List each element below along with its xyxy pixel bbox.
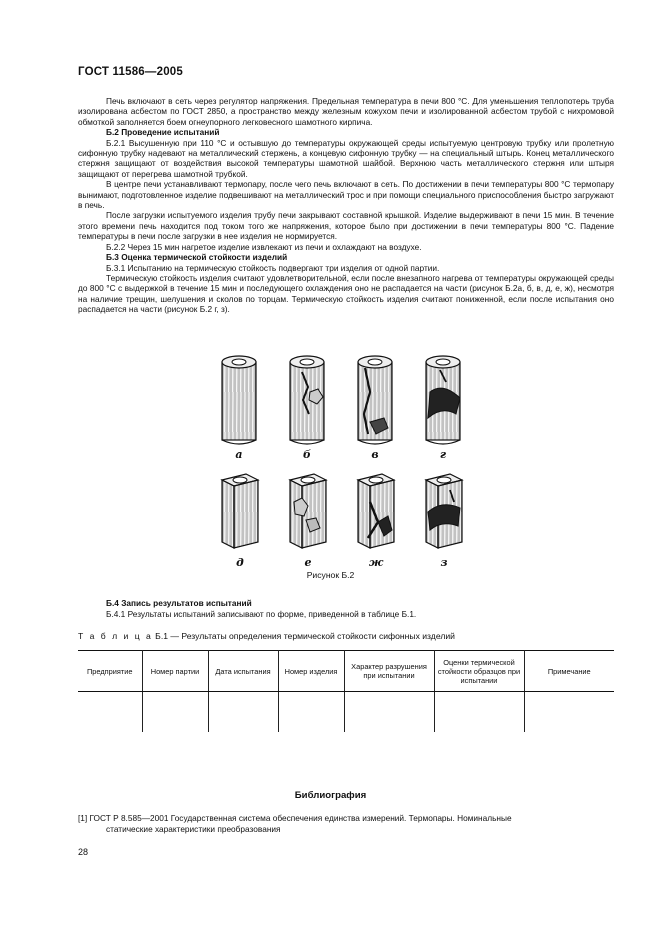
figure-caption: Рисунок Б.2	[306, 570, 355, 580]
specimen-a-round-intact	[222, 356, 256, 444]
col-header-thermal-rating: Оценки термической стойкости образцов при испытании	[434, 651, 524, 692]
table-cell	[344, 692, 434, 733]
section-b4	[78, 598, 614, 619]
specimen-zh-square-cracked	[358, 474, 394, 548]
col-header-batch-number: Номер партии	[142, 651, 208, 692]
bibliography-title: Библиография	[294, 790, 367, 801]
col-header-failure-type: Характер разрушения при испытании	[344, 651, 434, 692]
figure-label-z: з	[440, 556, 448, 569]
page-number: 28	[78, 847, 89, 857]
figure-b2	[210, 352, 480, 574]
col-header-item-number: Номер изделия	[278, 651, 344, 692]
table-cell	[208, 692, 278, 733]
table-header-row	[78, 651, 614, 692]
heading-b2: Б.2 Проведение испытаний	[106, 127, 220, 138]
table-cell	[278, 692, 344, 733]
col-header-notes: Примечание	[524, 651, 614, 692]
figure-label-g: г	[439, 448, 447, 461]
table-row	[78, 692, 614, 733]
col-header-test-date: Дата испытания	[208, 651, 278, 692]
specimen-z-square-broken	[426, 474, 462, 548]
paragraph-b3-1: Б.3.1 Испытанию на термическую стойкость подвергают три изделия от одной партии.	[106, 262, 440, 273]
table-cell	[434, 692, 524, 733]
heading-b3: Б.3 Оценка термической стойкости изделий	[106, 252, 288, 263]
heading-b4: Б.4 Запись результатов испытаний	[106, 598, 252, 608]
bibliography-item-line2: статические характеристики преобразования	[106, 823, 281, 834]
figure-label-v: в	[371, 448, 379, 461]
paragraph-b2-1-thermocouple: В центре печи устанавливают термопару, после чего печь включают в сеть. По достижении в печи температуры 800 °С термопару вынимают, подготовленное изделие подвешивают на металлический трос и при помощи специального приспособления быстро загружают в печь.	[78, 179, 614, 211]
col-header-enterprise: Предприятие	[78, 651, 142, 692]
specimen-b-round-cracked	[290, 356, 324, 444]
figure-label-b: б	[303, 448, 311, 461]
document-header: ГОСТ 11586—2005	[78, 66, 183, 78]
specimen-v-round-cracked	[358, 356, 392, 444]
table-caption	[78, 631, 455, 641]
figure-b2-drawing	[210, 352, 480, 574]
table-cell	[524, 692, 614, 733]
table-cell	[78, 692, 142, 733]
paragraph-b2-1: Б.2.1 Высушенную при 110 °С и остывшую до температуры окружающей среды испытуемую центровую трубку или пролетную сифонную трубку надевают на металлический стержень, а концевую сифонную трубку — на специальный штырь. Конец металлического стержня защищают от воздействия высокой температуры шамотной шайбой. Верхнюю часть металлического стержня или штыря защищают от перегрева шамотной трубкой.	[78, 137, 614, 179]
paragraph-b4-1: Б.4.1 Результаты испытаний записывают по форме, приведенной в таблице Б.1.	[106, 608, 417, 619]
paragraph-furnace: Печь включают в сеть через регулятор напряжения. Предельная температура в печи 800 °С. Для уменьшения теплопотерь труба изолирована асбестом по ГОСТ 2850, а пространство между железным кожухом печи и изолированной асбестом трубой с нихромовой обмоткой заполняется боем огнеупорного легковесного шамотного кирпича.	[78, 96, 614, 127]
specimen-g-round-broken	[426, 356, 460, 444]
body-text	[78, 96, 614, 315]
table-caption-text: Б.1 — Результаты определения термической стойкости сифонных изделий	[152, 631, 455, 641]
figure-label-e: е	[304, 556, 312, 569]
paragraph-b2-1-loading: После загрузки испытуемого изделия трубу печи закрывают составной крышкой. Изделие выдерживают в печи 15 мин. В течение этого времени печь находится под током того же напряжения, которое было при достижении в печи температуры 800 °С. Падение температуры в печи после загрузки в нее изделия не нормируется.	[78, 210, 614, 242]
paragraph-b3-1-criteria: Термическую стойкость изделия считают удовлетворительной, если после внезапного нагрева от температуры окружающей среды до 800 °С с выдержкой в течение 15 мин и последующего охлаждения оно не распадается на части (рисунок Б.2а, б, в, д, е, ж), несмотря на наличие трещин, шелушения и сколов по торцам. Термическую стойкость изделия считают пониженной, если после испытания оно распадается на части (рисунок Б.2 г, з).	[78, 272, 614, 315]
figure-label-d: д	[236, 556, 244, 569]
table-cell	[142, 692, 208, 733]
bibliography-item	[78, 813, 614, 834]
specimen-e-square-spalled	[290, 474, 326, 548]
results-table	[78, 650, 614, 732]
bibliography-item-line1: [1] ГОСТ Р 8.585—2001 Государственная система обеспечения единства измерений. Термопары. Номинальные	[78, 813, 512, 823]
specimen-d-square-intact	[222, 474, 258, 548]
paragraph-b2-2: Б.2.2 Через 15 мин нагретое изделие извлекают из печи и охлаждают на воздухе.	[106, 241, 422, 252]
figure-label-zh: ж	[368, 556, 384, 569]
table-caption-prefix: Т а б л и ц а	[78, 631, 153, 641]
figure-label-a: а	[235, 448, 243, 461]
